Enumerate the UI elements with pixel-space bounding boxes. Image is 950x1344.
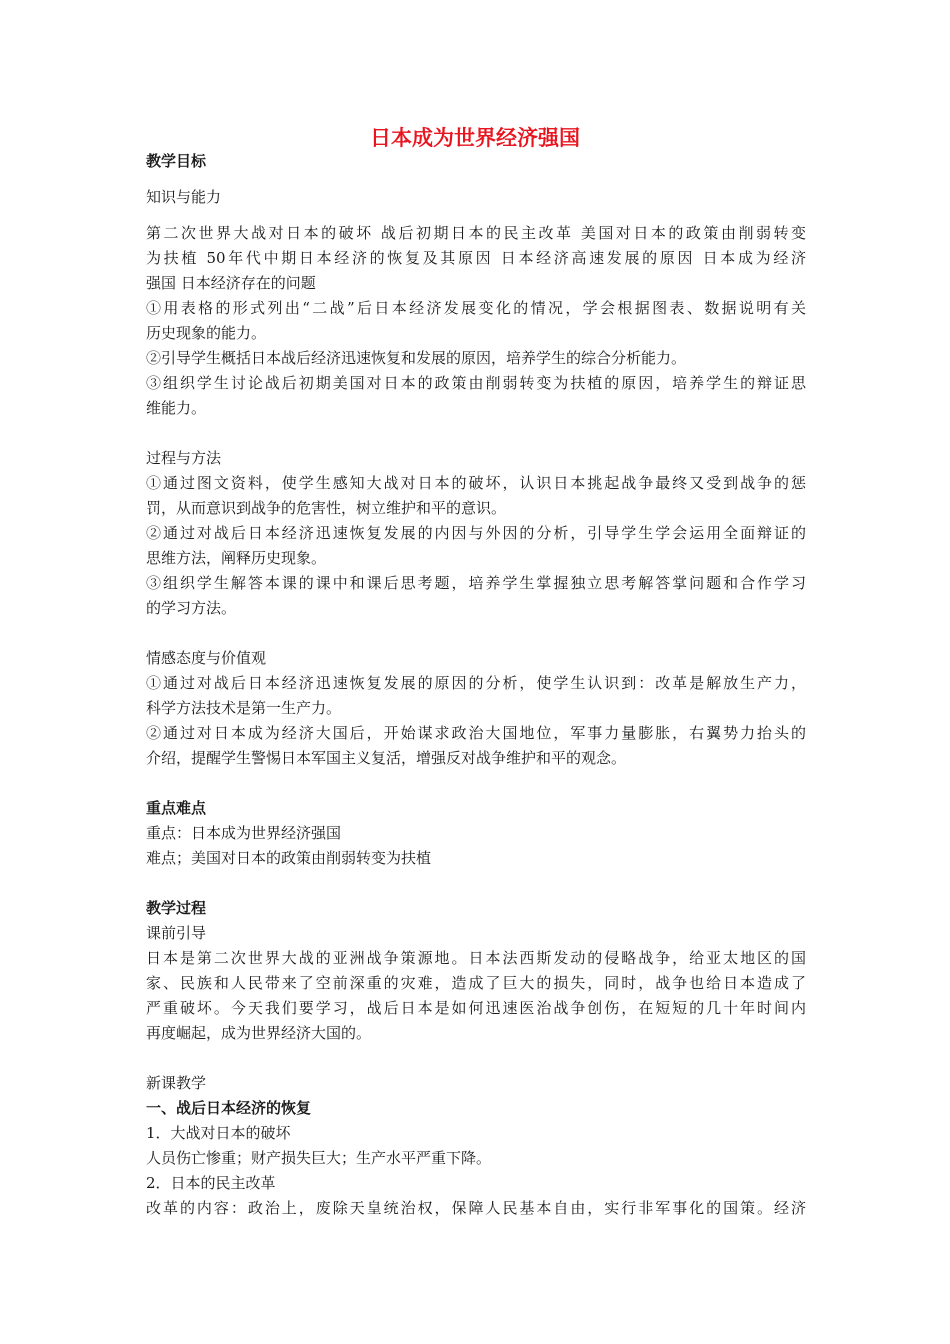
process-line: 的学习方法。: [146, 599, 237, 617]
emotion-line: 科学方法技术是第一生产力。: [146, 699, 342, 717]
process-heading: 过程与方法: [146, 449, 222, 467]
key-point-line: 难点；美国对日本的政策由削弱转变为扶植: [146, 849, 432, 867]
document-title: 日本成为世界经济强国: [370, 126, 580, 150]
knowledge-line: 历史现象的能力。: [146, 324, 267, 342]
knowledge-line: 第二次世界大战对日本的破坏 战后初期日本的民主改革 美国对日本的政策由削弱转变: [146, 224, 806, 242]
emotion-line: ②通过对日本成为经济大国后，开始谋求政治大国地位，军事力量膨胀，右翼势力抬头的: [146, 724, 806, 742]
item-1-title: 1．大战对日本的破坏: [146, 1124, 291, 1142]
knowledge-line: ③组织学生讨论战后初期美国对日本的政策由削弱转变为扶植的原因，培养学生的辩证思: [146, 374, 806, 392]
intro-heading: 课前引导: [146, 924, 207, 942]
intro-line: 日本是第二次世界大战的亚洲战争策源地。日本法西斯发动的侵略战争，给亚太地区的国: [146, 949, 806, 967]
new-lesson-heading: 新课教学: [146, 1074, 207, 1092]
item-2-text: 改革的内容：政治上，废除天皇统治权，保障人民基本自由，实行非军事化的国策。经济: [146, 1199, 806, 1217]
key-point-line: 重点：日本成为世界经济强国: [146, 824, 342, 842]
emotion-heading: 情感态度与价值观: [146, 649, 267, 667]
process-line: 罚，从而意识到战争的危害性，树立维护和平的意识。: [146, 499, 507, 517]
item-1-text: 人员伤亡惨重；财产损失巨大；生产水平严重下降。: [146, 1149, 492, 1167]
key-points-heading: 重点难点: [146, 799, 207, 817]
knowledge-line: ②引导学生概括日本战后经济迅速恢复和发展的原因，培养学生的综合分析能力。: [146, 349, 687, 367]
knowledge-line: 强国 日本经济存在的问题: [146, 274, 316, 292]
process-line: ③组织学生解答本课的课中和课后思考题，培养学生掌握独立思考解答掌问题和合作学习: [146, 574, 806, 592]
emotion-line: 介绍，提醒学生警惕日本军国主义复活，增强反对战争维护和平的观念。: [146, 749, 627, 767]
process-line: ①通过图文资料，使学生感知大战对日本的破坏，认识日本挑起战争最终又受到战争的惩: [146, 474, 806, 492]
process-line: 思维方法，阐释历史现象。: [146, 549, 327, 567]
intro-line: 严重破坏。今天我们要学习，战后日本是如何迅速医治战争创伤，在短短的几十年时间内: [146, 999, 806, 1017]
emotion-line: ①通过对战后日本经济迅速恢复发展的原因的分析，使学生认识到：改革是解放生产力，: [146, 674, 806, 692]
teaching-process-heading: 教学过程: [146, 899, 207, 917]
knowledge-line: 为扶植 50年代中期日本经济的恢复及其原因 日本经济高速发展的原因 日本成为经济: [146, 249, 806, 267]
objectives-heading: 教学目标: [146, 152, 207, 170]
item-2-title: 2．日本的民主改革: [146, 1174, 276, 1192]
knowledge-line: 维能力。: [146, 399, 207, 417]
section-1-heading: 一、战后日本经济的恢复: [146, 1099, 312, 1117]
knowledge-line: ①用表格的形式列出“二战”后日本经济发展变化的情况，学会根据图表、数据说明有关: [146, 299, 806, 317]
intro-line: 家、民族和人民带来了空前深重的灾难，造成了巨大的损失，同时，战争也给日本造成了: [146, 974, 806, 992]
intro-line: 再度崛起，成为世界经济大国的。: [146, 1024, 372, 1042]
process-line: ②通过对战后日本经济迅速恢复发展的内因与外因的分析，引导学生学会运用全面辩证的: [146, 524, 806, 542]
knowledge-heading: 知识与能力: [146, 188, 222, 206]
